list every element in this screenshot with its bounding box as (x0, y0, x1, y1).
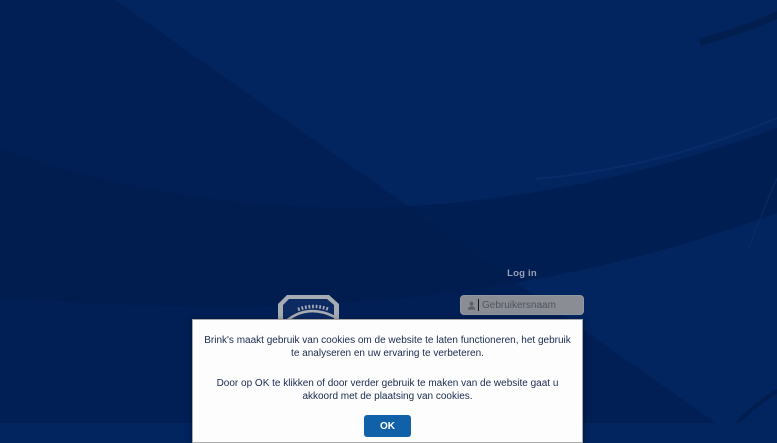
username-field[interactable] (460, 295, 584, 315)
login-heading: Log in (507, 268, 537, 279)
ok-button[interactable]: OK (364, 415, 411, 437)
cookie-consent-dialog (192, 319, 583, 443)
cookie-text-line1: Brink's maakt gebruik van cookies om de website te laten functioneren, het gebruik te analyseren en uw ervaring te verbeteren. (204, 335, 571, 359)
cookie-text-line2: Door op OK te klikken of door verder gebruik te maken van de website gaat u akkoord met de plaatsing van cookies. (216, 378, 559, 402)
username-input[interactable] (461, 296, 583, 314)
